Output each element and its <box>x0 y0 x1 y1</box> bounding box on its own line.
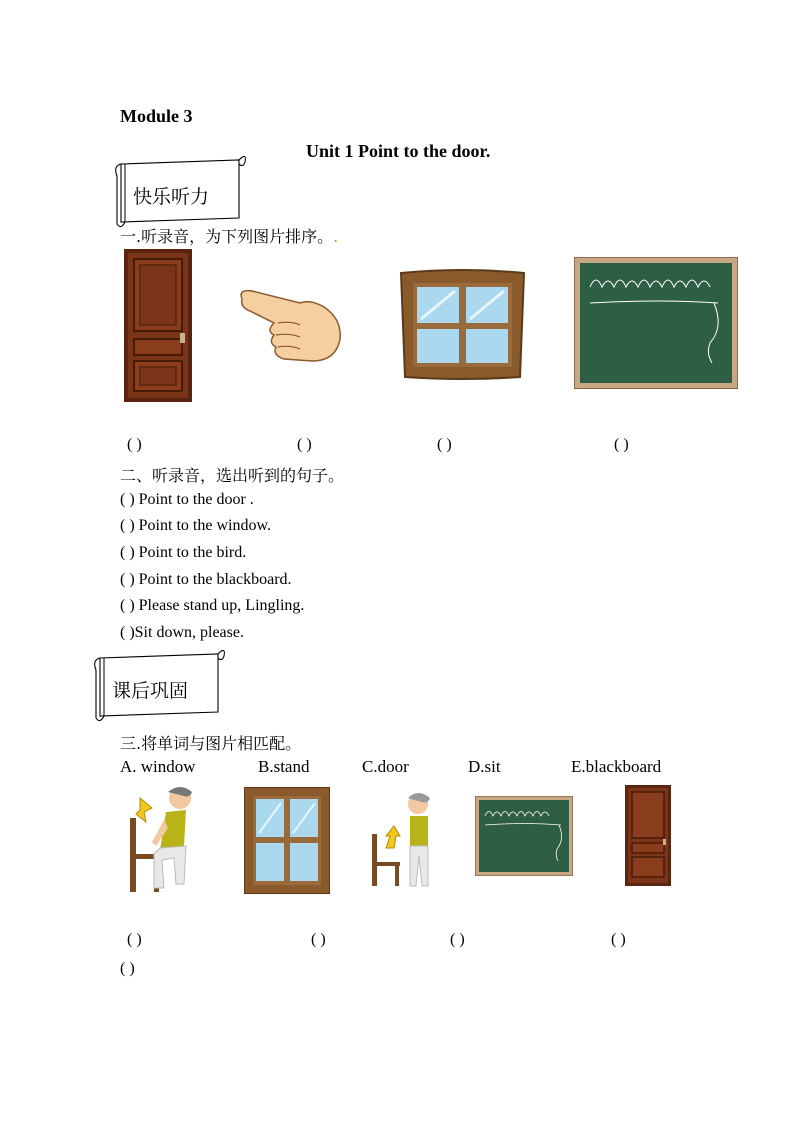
answer-blank-4[interactable]: ( ) <box>614 436 629 453</box>
answer-blank[interactable]: ( ) <box>120 491 135 508</box>
pointing-hand-icon <box>238 285 344 365</box>
sentence-item: ( )Sit down, please. <box>120 624 244 641</box>
question-2-title: 二、听录音，选出听到的句子。 <box>120 466 345 485</box>
door-icon <box>625 785 671 886</box>
blackboard-icon <box>475 796 573 876</box>
scroll-banner-review <box>90 646 230 726</box>
answer-blank-3[interactable]: ( ) <box>437 436 452 453</box>
answer-blank[interactable]: ( ) <box>120 597 135 614</box>
answer-blank[interactable]: ( ) <box>120 544 135 561</box>
scroll-banner-listening <box>111 150 251 230</box>
match-blank-4[interactable]: ( ) <box>611 931 626 948</box>
sentence-item: ( ) Point to the bird. <box>120 544 247 561</box>
word-option-c: C.door <box>362 757 409 776</box>
word-option-a: A. window <box>120 757 196 776</box>
word-option-d: D.sit <box>468 757 501 776</box>
banner-label: 课后巩固 <box>112 680 189 702</box>
module-title: Module 3 <box>120 106 193 126</box>
window-icon <box>244 787 330 894</box>
match-blank-2[interactable]: ( ) <box>311 931 326 948</box>
match-blank-1[interactable]: ( ) <box>127 931 142 948</box>
unit-title: Unit 1 Point to the door. <box>306 141 491 161</box>
banner-label: 快乐听力 <box>133 186 210 208</box>
door-icon <box>122 249 194 402</box>
answer-blank[interactable]: ( ) <box>120 571 135 588</box>
sentence-item: ( ) Point to the blackboard. <box>120 571 292 588</box>
window-icon <box>399 269 526 381</box>
answer-blank[interactable]: ( ) <box>120 624 135 641</box>
match-blank-5[interactable]: ( ) <box>120 960 135 977</box>
answer-blank-2[interactable]: ( ) <box>297 436 312 453</box>
question-1-title: 一.听录音，为下列图片排序。. <box>120 227 339 246</box>
match-blank-3[interactable]: ( ) <box>450 931 465 948</box>
answer-blank-1[interactable]: ( ) <box>127 436 142 453</box>
answer-blank[interactable]: ( ) <box>120 517 135 534</box>
question-3-title: 三.将单词与图片相匹配。 <box>120 734 302 753</box>
word-option-e: E.blackboard <box>571 757 662 776</box>
sit-down-person-icon <box>126 784 198 894</box>
blackboard-icon <box>574 257 738 389</box>
sentence-item: ( ) Please stand up, Lingling. <box>120 597 305 614</box>
sentence-item: ( ) Point to the window. <box>120 517 271 534</box>
stand-up-person-icon <box>368 792 442 890</box>
word-option-b: B.stand <box>258 757 310 776</box>
sentence-item: ( ) Point to the door . <box>120 491 254 508</box>
